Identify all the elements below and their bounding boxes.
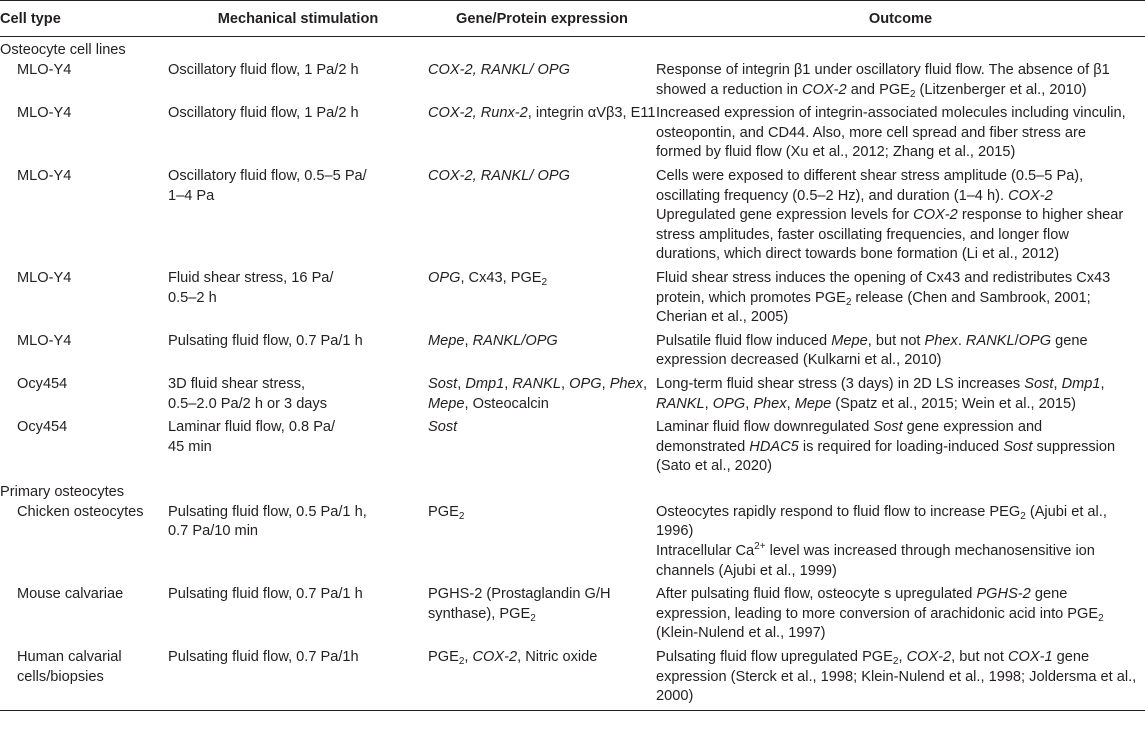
section-label: Primary osteocytes (0, 483, 125, 500)
cell-type: Ocy454 (17, 375, 68, 392)
cell-type: MLO-Y4 (17, 62, 72, 78)
mechanical-stimulation: 3D fluid shear stress, 0.5–2.0 Pa/2 h or 3 days (168, 375, 328, 412)
mechanical-stimulation: Oscillatory fluid flow, 1 Pa/2 h (168, 62, 359, 78)
table-row (0, 59, 1145, 102)
outcome: Pulsatile fluid flow induced Mepe, but not Phex. RANKL/OPG gene expression decreased (Kulkarni et al., 2010) (656, 332, 1088, 369)
mechanical-stimulation: Pulsating fluid flow, 0.7 Pa/1h (168, 646, 428, 710)
gene-expression: $PGE_2$, COX-2, Nitric oxide (428, 646, 656, 710)
outcome: After pulsating fluid flow, osteocyte s upregulated PGHS-2 gene expression, leading to more conversion of arachidonic acid into $PGE_2$ (Klein-Nulend et al., 1997) (656, 586, 1104, 642)
gene-expression: Mepe, RANKL/OPG (428, 332, 558, 349)
cell-type: Chicken osteocytes (17, 503, 144, 520)
cell-type: Ocy454 (17, 419, 68, 436)
gene-expression: Sost (428, 419, 458, 436)
outcome: Osteocytes rapidly respond to fluid flow to increase $PEG_2$ (Ajubi et al., 1996) Intracellular $Ca^{2+}$ level was increased through mechanosensitive ion channels (Ajubi et al., 1999) (656, 503, 1107, 579)
table-row (0, 102, 1145, 165)
outcome: Increased expression of integrin-associated molecules including vinculin, osteopontin, and CD44. Also, more cell spread and fiber stress are formed by fluid flow (Xu et al., 2012; Zhang et al., 2015) (656, 105, 1126, 161)
table-row (0, 583, 1145, 646)
table-row (0, 646, 1145, 710)
table-row (0, 373, 1145, 416)
header-outcome: Outcome (656, 1, 1145, 37)
header-gene-expression: Gene/Protein expression (428, 1, 656, 37)
mechanical-stimulation: Oscillatory fluid flow, 0.5–5 Pa/ 1–4 Pa (168, 167, 367, 204)
mechanical-stimulation: Oscillatory fluid flow, 1 Pa/2 h (168, 105, 359, 122)
table-row (0, 165, 1145, 267)
outcome: Long-term fluid shear stress (3 days) in 2D LS increases Sost, Dmp1, RANKL, OPG, Phex, Mepe (Spatz et al., 2015; Wein et al., 2015) (656, 375, 1105, 412)
table-row (0, 416, 1145, 479)
table-row (0, 501, 1145, 583)
gene-expression: COX-2, RANKL/ OPG (428, 62, 570, 78)
section-osteocyte-cell-lines (0, 37, 1145, 60)
header-row (0, 1, 1145, 37)
mechanical-stimulation: Pulsating fluid flow, 0.5 Pa/1 h, 0.7 Pa/10 min (168, 503, 367, 540)
gene-expression: OPG, Cx43, $PGE_2$ (428, 269, 548, 288)
gene-expression: COX-2, RANKL/ OPG (428, 167, 570, 184)
mechanical-stimulation: Fluid shear stress, 16 Pa/ 0.5–2 h (168, 269, 334, 306)
cell-type: MLO-Y4 (17, 269, 72, 286)
gene-expression: COX-2, Runx-2, integrin αVβ3, E11 (428, 105, 656, 122)
mechanical-stimulation: Laminar fluid flow, 0.8 Pa/ 45 min (168, 419, 336, 455)
outcome: Laminar fluid flow downregulated Sost gene expression and demonstrated HDAC5 is required for loading-induced Sost suppression (Sato et al., 2020) (656, 419, 1116, 475)
gene-expression: $PGE_2$ (428, 503, 465, 522)
table-row (0, 267, 1145, 330)
mechanical-stimulation: Pulsating fluid flow, 0.7 Pa/1 h (168, 332, 363, 349)
cell-type: Mouse calvariae (17, 586, 124, 603)
outcome: Fluid shear stress induces the opening of Cx43 and redistributes Cx43 protein, which promotes $PGE_2$ release (Chen and Sambrook, 2001; Cherian et al., 2005) (656, 269, 1111, 326)
cell-type: MLO-Y4 (17, 105, 72, 122)
section-primary-osteocytes (0, 479, 1145, 501)
gene-expression: Sost, Dmp1, RANKL, OPG, Phex, Mepe, Osteocalcin (428, 375, 648, 412)
cell-type: MLO-Y4 (17, 332, 72, 349)
header-mechanical-stimulation: Mechanical stimulation (168, 1, 428, 37)
outcome: Cells were exposed to different shear stress amplitude (0.5–5 Pa), oscillating frequency (0.5–2 Hz), and duration (1–4 h). COX-2 Upregulated gene expression levels for COX-2 response to higher shear stress amplitudes, faster oscillating frequencies, and longer flow durations, which direct towards bone formation (Li et al., 2012) (656, 167, 1124, 263)
outcome: Pulsating fluid flow upregulated $PGE_2$, COX-2, but not COX-1 gene expression (Sterck et al., 1998; Klein-Nulend et al., 1998; Joldersma et al., 2000) (656, 646, 1145, 710)
table-row (0, 330, 1145, 373)
cell-type: MLO-Y4 (17, 167, 72, 184)
outcome: Response of integrin β1 under oscillatory fluid flow. The absence of β1 showed a reduction in COX-2 and $PGE_2$ (Litzenberger et al., 2010) (656, 62, 1110, 100)
header-cell-type: Cell type (0, 1, 168, 37)
gene-expression: PGHS-2 (Prostaglandin G/H synthase), $PGE_2$ (428, 586, 611, 624)
mechanical-stimulation: Pulsating fluid flow, 0.7 Pa/1 h (168, 586, 363, 603)
cell-type: Human calvarial cells/biopsies (0, 646, 168, 710)
section-label: Osteocyte cell lines (0, 42, 126, 58)
